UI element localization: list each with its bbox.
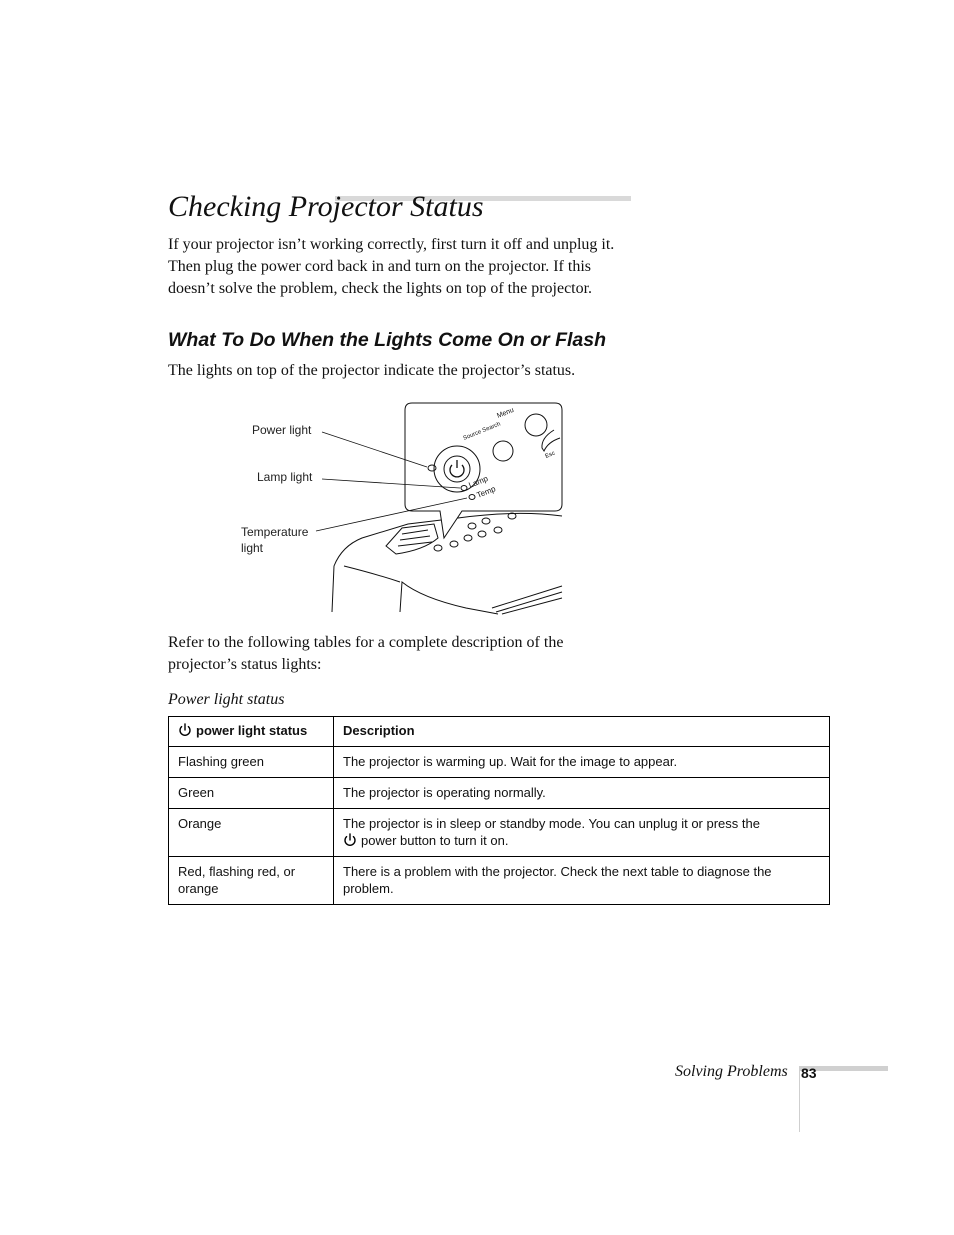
figure-label-line: light [241,541,264,555]
figure-label-temperature-light [241,524,308,556]
projector-front-edge [400,582,498,614]
status-cell: Green [169,778,334,809]
description-cell: The projector is warming up. Wait for the image to appear. [334,747,830,778]
refer-line: Refer to the following tables for a complete description of the [168,634,564,651]
table-row [169,778,830,809]
header-status-label: power light status [196,723,308,738]
top-button [468,523,476,529]
table-row [169,747,830,778]
header-description: Description [334,717,830,747]
table-caption: Power light status [168,691,285,708]
power-icon [178,723,192,737]
section-heading: What To Do When the Lights Come On or Flash [168,329,607,351]
projector-side-vents [492,586,562,614]
figure-label-line: Temperature [241,525,309,539]
page-number: 83 [801,1065,817,1081]
refer-line: projector’s status lights: [168,656,322,673]
description-cell: There is a problem with the projector. Check the next table to diagnose the problem. [334,857,830,905]
figure-label-power-light: Power light [252,423,312,437]
refer-paragraph [168,632,563,676]
intro-line: Then plug the power cord back in and turn on the projector. If this [168,258,591,275]
intro-paragraph [168,234,648,300]
page-title: Checking Projector Status [168,190,484,223]
section-text: The lights on top of the projector indicate the projector’s status. [168,362,576,379]
footer-vertical-rule [799,1066,800,1132]
table-row [169,809,830,857]
description-text: power button to turn it on. [361,833,509,848]
status-cell: Orange [169,809,334,857]
intro-line: If your projector isn’t working correctly, first turn it off and unplug it. [168,236,615,253]
description-cell [334,809,830,857]
status-cell: Flashing green [169,747,334,778]
footer-section-title: Solving Problems [675,1063,788,1080]
top-button [450,541,458,547]
projector-lights-figure [236,398,566,616]
table-header-row [169,717,830,747]
panel-lamp-label: Lamp [467,474,490,490]
panel-menu-label: Menu [496,406,515,420]
top-button [482,518,490,524]
description-cell: The projector is operating normally. [334,778,830,809]
figure-label-lamp-light: Lamp light [257,470,313,484]
header-status [169,717,334,747]
projector-lens-ridges [398,530,432,546]
top-button [478,531,486,537]
panel-temp-label: Temp [475,484,497,500]
intro-line: doesn’t solve the problem, check the lights on top of the projector. [168,280,593,297]
description-text: The projector is in sleep or standby mode. You can unplug it or press the [343,816,760,831]
power-icon [343,833,357,847]
table-row [169,857,830,905]
projector-front-curve [344,566,400,582]
power-light-status-table [168,716,830,905]
panel-esc-label: Esc [544,450,557,460]
status-cell: Red, flashing red, or orange [169,857,334,905]
top-button [464,535,472,541]
top-button [494,527,502,533]
top-button [434,545,442,551]
panel-source-label: Source Search [462,421,502,442]
